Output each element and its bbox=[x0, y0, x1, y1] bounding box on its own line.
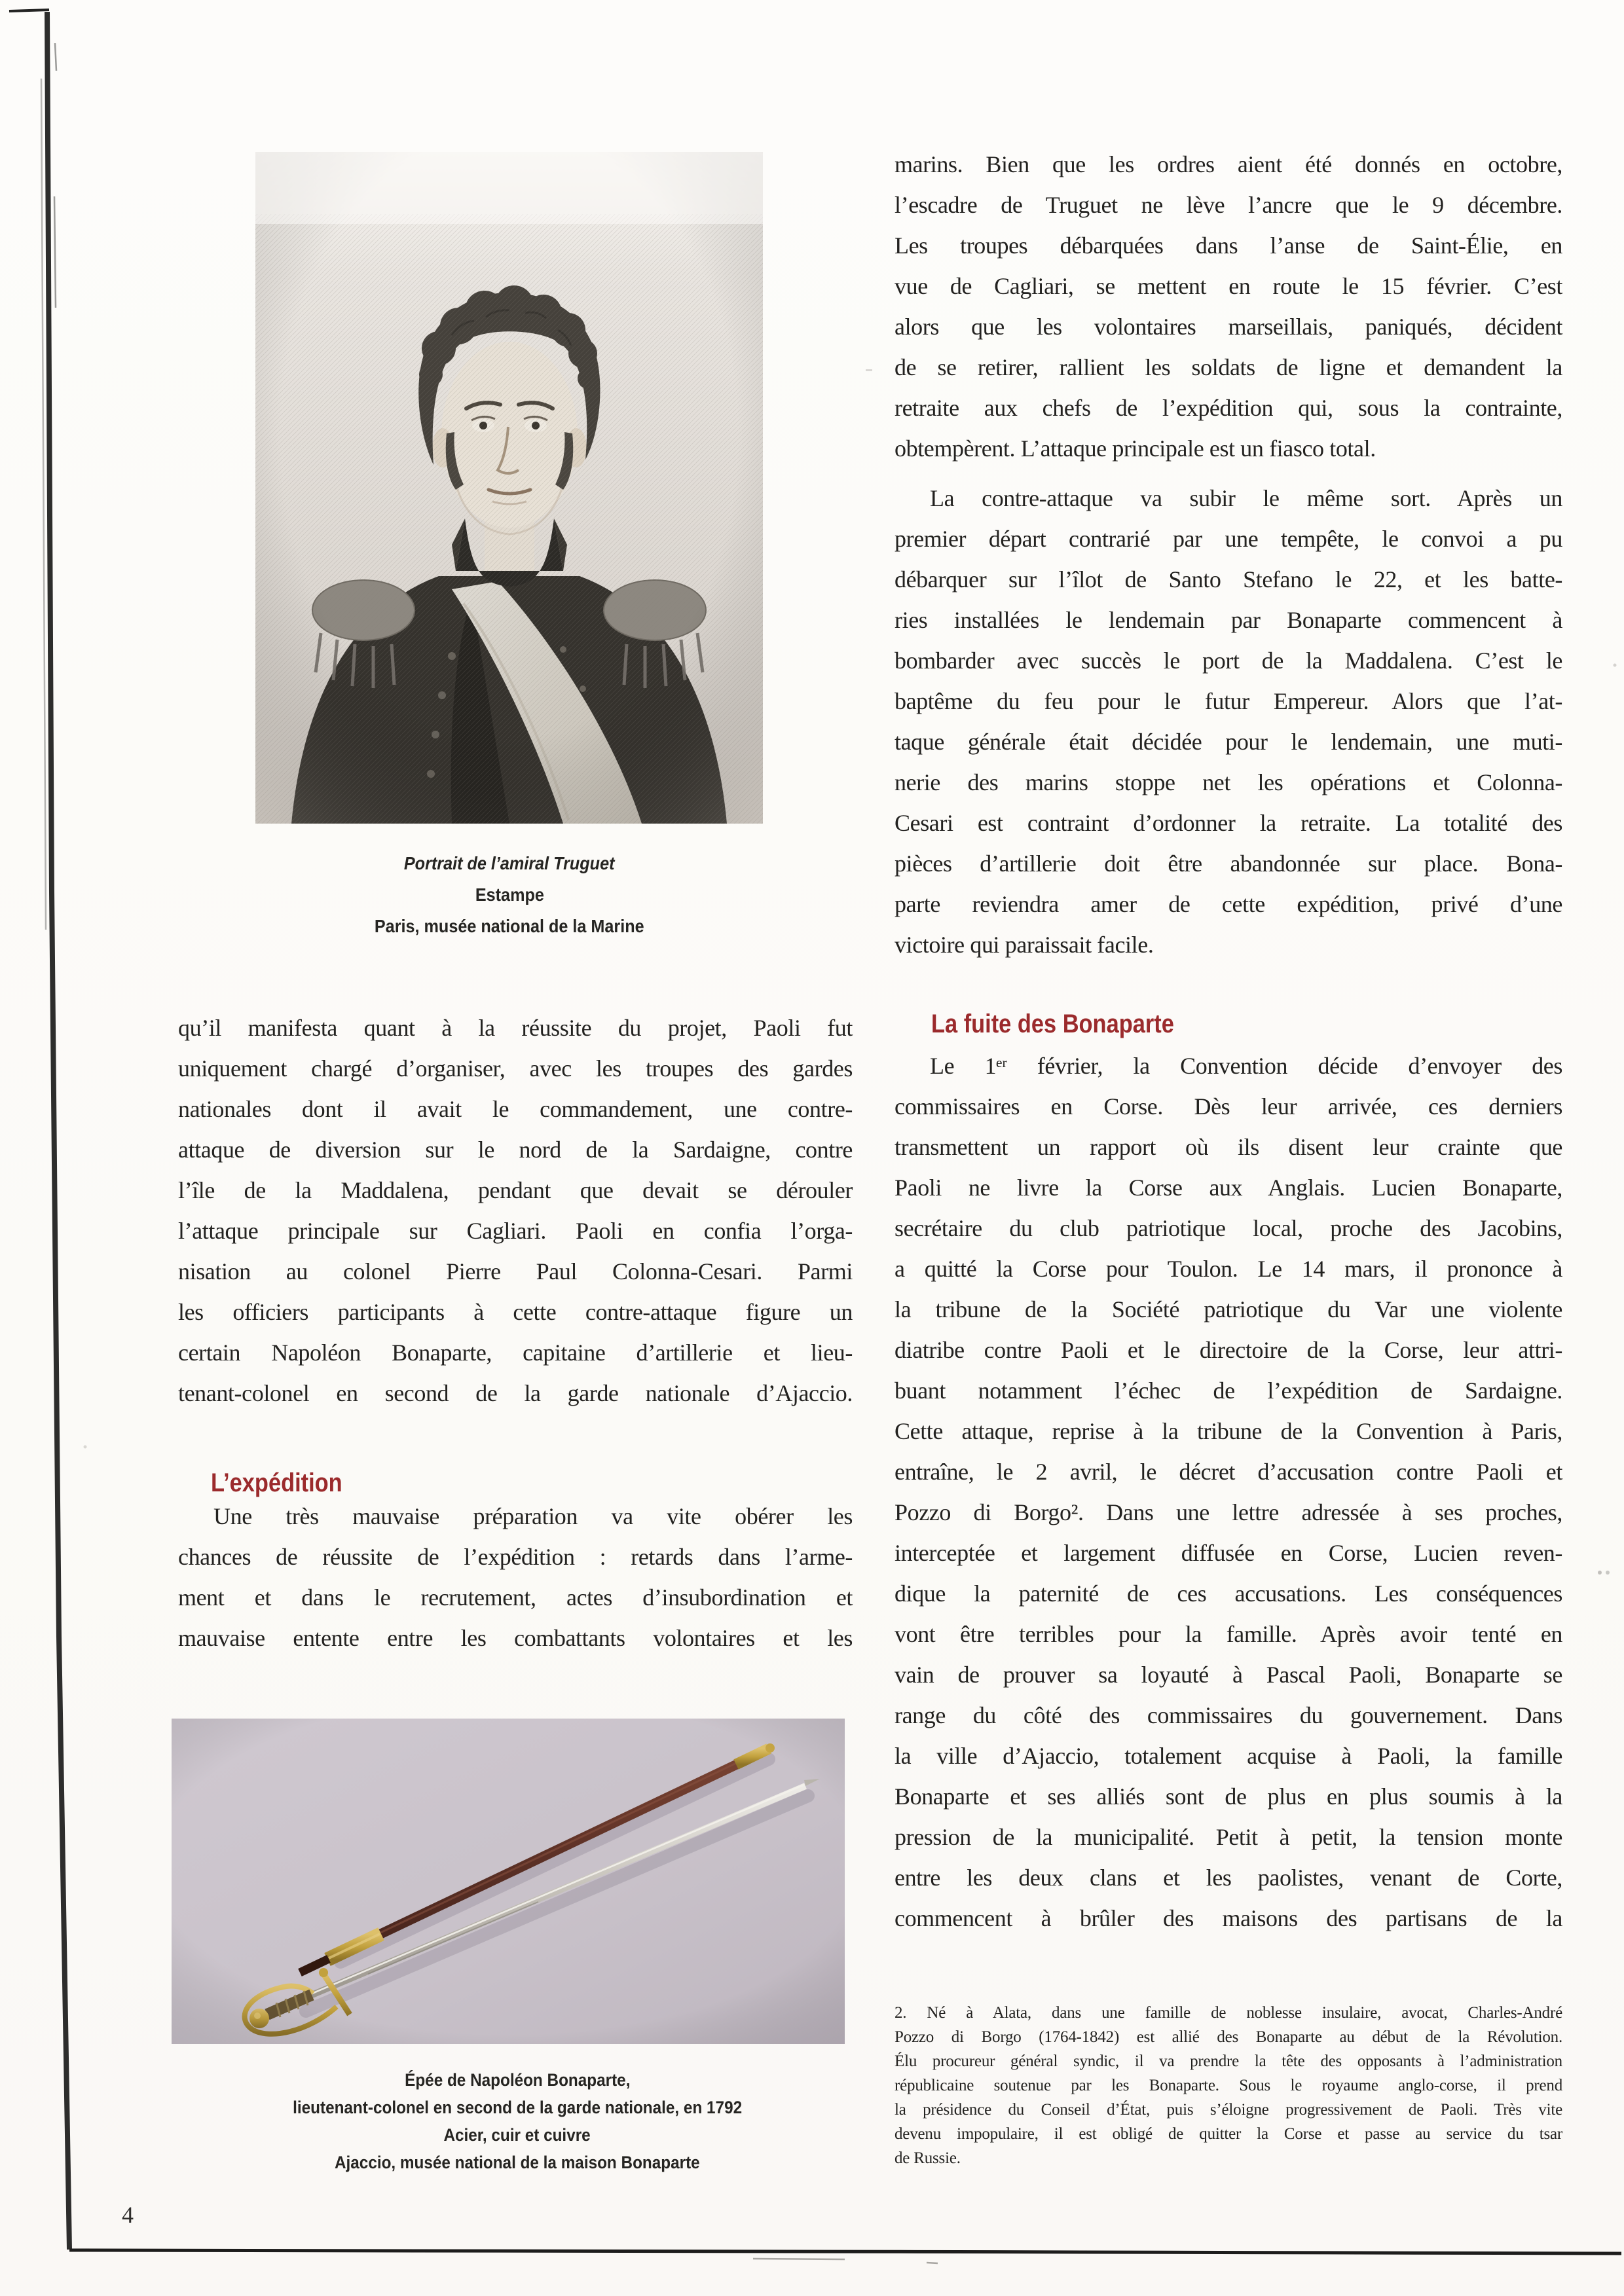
text-line: Pozzo di Borgo². Dans une lettre adressée à ses proches, bbox=[895, 1499, 1562, 1525]
right-column-paragraph-1 bbox=[895, 144, 1562, 469]
text-line: range du côté des commissaires du gouvernement. Dans bbox=[895, 1702, 1562, 1728]
text-line: Paoli ne livre la Corse aux Anglais. Lucien Bonaparte, bbox=[895, 1175, 1562, 1201]
text-line: Cette attaque, reprise à la tribune de la Convention à Paris, bbox=[895, 1418, 1562, 1444]
text-line: parte reviendra amer de cette expédition, privé d’une bbox=[895, 891, 1562, 917]
text-line: ment et dans le recrutement, actes d’insubordination et bbox=[178, 1584, 853, 1611]
sword-figure bbox=[172, 1719, 845, 2044]
sword-caption-subtitle: lieutenant-colonel en second de la garde nationale, en 1792 bbox=[293, 2098, 742, 2117]
text-line: l’attaque principale sur Cagliari. Paoli en confia l’orga- bbox=[178, 1218, 853, 1244]
portrait-image bbox=[255, 152, 763, 824]
text-line: uniquement chargé d’organiser, avec les troupes des gardes bbox=[178, 1055, 853, 1082]
text-line: de Russie. bbox=[895, 2149, 961, 2167]
text-line: Les troupes débarquées dans l’anse de Saint-Élie, en bbox=[895, 232, 1562, 259]
text-line: premier départ contrarié par une tempête, le convoi a pu bbox=[895, 526, 1562, 552]
text-line: pression de la municipalité. Petit à petit, la tension monte bbox=[895, 1824, 1562, 1850]
text-line: chances de réussite de l’expédition : retards dans l’arme- bbox=[178, 1544, 853, 1570]
text-line: tenant-colonel en second de la garde nationale d’Ajaccio. bbox=[178, 1380, 853, 1406]
portrait-caption-medium: Estampe bbox=[475, 884, 544, 905]
left-column-paragraph-2 bbox=[178, 1496, 853, 1658]
text-line: la ville d’Ajaccio, totalement acquise à Paoli, la famille bbox=[895, 1743, 1562, 1769]
portrait-figure bbox=[255, 152, 763, 824]
right-column-paragraph-3 bbox=[895, 1046, 1562, 1939]
text-line: bombarder avec succès le port de la Maddalena. C’est le bbox=[895, 647, 1562, 674]
section-heading-fuite-des-bonaparte: La fuite des Bonaparte bbox=[931, 1010, 1174, 1038]
text-line: entre les deux clans et les paolistes, venant de Corte, bbox=[895, 1865, 1562, 1891]
text-line: baptême du feu pour le futur Empereur. Alors que l’at- bbox=[895, 688, 1562, 714]
sword-image bbox=[172, 1719, 845, 2044]
text-line: les officiers participants à cette contre-attaque figure un bbox=[178, 1299, 853, 1325]
text-line: devenu impopulaire, il est obligé de quitter la Corse et passe au service du tsar bbox=[895, 2125, 1562, 2143]
text-line: transmettent un rapport où ils disent leur crainte que bbox=[895, 1134, 1562, 1160]
right-column-paragraph-2 bbox=[895, 478, 1562, 965]
text-line: Le 1ᵉʳ février, la Convention décide d’envoyer des bbox=[930, 1053, 1562, 1079]
text-line: 2. Né à Alata, dans une famille de noblesse insulaire, avocat, Charles-André bbox=[895, 2004, 1562, 2022]
text-line: victoire qui paraissait facile. bbox=[895, 932, 1154, 958]
text-line: obtempèrent. L’attaque principale est un fiasco total. bbox=[895, 435, 1376, 462]
sword-caption-materials: Acier, cuir et cuivre bbox=[443, 2125, 591, 2145]
text-line: qu’il manifesta quant à la réussite du projet, Paoli fut bbox=[178, 1015, 853, 1041]
text-line: dique la paternité de ces accusations. Les conséquences bbox=[895, 1580, 1562, 1607]
text-line: marins. Bien que les ordres aient été donnés en octobre, bbox=[895, 151, 1562, 177]
text-line: vain de prouver sa loyauté à Pascal Paoli, Bonaparte se bbox=[895, 1662, 1562, 1688]
text-line: débarquer sur l’îlot de Santo Stefano le 22, et les batte- bbox=[895, 566, 1562, 592]
text-line: commissaires en Corse. Dès leur arrivée, ces derniers bbox=[895, 1093, 1562, 1120]
footnote-pozzo-di-borgo bbox=[895, 2001, 1562, 2170]
text-line: Bonaparte et ses alliés sont de plus en plus soumis à la bbox=[895, 1783, 1562, 1810]
left-column-paragraph-1 bbox=[178, 1008, 853, 1413]
text-line: La contre-attaque va subir le même sort. Après un bbox=[930, 485, 1562, 511]
portrait-caption-location: Paris, musée national de la Marine bbox=[375, 916, 644, 936]
text-line: républicaine soutenue par les Bonaparte. Sous le royaume anglo-corse, il prend bbox=[895, 2077, 1562, 2094]
text-line: secrétaire du club patriotique local, proche des Jacobins, bbox=[895, 1215, 1562, 1241]
text-line: Pozzo di Borgo (1764-1842) est allié des Bonaparte au début de la Révolution. bbox=[895, 2028, 1562, 2046]
text-line: nerie des marins stoppe net les opérations et Colonna- bbox=[895, 769, 1562, 795]
text-line: commencent à brûler des maisons des partisans de la bbox=[895, 1905, 1562, 1931]
text-line: interceptée et largement diffusée en Corse, Lucien reven- bbox=[895, 1540, 1562, 1566]
text-line: entraîne, le 2 avril, le décret d’accusation contre Paoli et bbox=[895, 1459, 1562, 1485]
text-line: diatribe contre Paoli et le directoire de la Corse, leur attri- bbox=[895, 1337, 1562, 1363]
text-line: nisation au colonel Pierre Paul Colonna-Cesari. Parmi bbox=[178, 1258, 853, 1285]
sword-caption-location: Ajaccio, musée national de la maison Bonaparte bbox=[335, 2153, 700, 2172]
text-line: attaque de diversion sur le nord de la Sardaigne, contre bbox=[178, 1137, 853, 1163]
sword-caption bbox=[172, 2066, 863, 2176]
section-heading-expedition: L’expédition bbox=[211, 1468, 342, 1497]
portrait-caption bbox=[172, 848, 847, 942]
text-line: de se retirer, rallient les soldats de ligne et demandent la bbox=[895, 354, 1562, 380]
text-line: certain Napoléon Bonaparte, capitaine d’artillerie et lieu- bbox=[178, 1339, 853, 1366]
text-line: Une très mauvaise préparation va vite obérer les bbox=[213, 1503, 853, 1529]
text-line: vont être terribles pour la famille. Après avoir tenté en bbox=[895, 1621, 1562, 1647]
text-line: retraite aux chefs de l’expédition qui, sous la contrainte, bbox=[895, 395, 1562, 421]
sword-caption-title: Épée de Napoléon Bonaparte, bbox=[404, 2070, 631, 2090]
text-line: l’île de la Maddalena, pendant que devait se dérouler bbox=[178, 1177, 853, 1203]
text-line: l’escadre de Truguet ne lève l’ancre que le 9 décembre. bbox=[895, 192, 1562, 218]
text-line: mauvaise entente entre les combattants volontaires et les bbox=[178, 1625, 853, 1651]
text-line: pièces d’artillerie doit être abandonnée sur place. Bona- bbox=[895, 850, 1562, 877]
text-line: la tribune de la Société patriotique du Var une violente bbox=[895, 1296, 1562, 1322]
text-line: a quitté la Corse pour Toulon. Le 14 mars, il prononce à bbox=[895, 1256, 1562, 1282]
portrait-caption-title: Portrait de l’amiral Truguet bbox=[404, 853, 615, 873]
text-line: vue de Cagliari, se mettent en route le 15 février. C’est bbox=[895, 273, 1562, 299]
text-line: la présidence du Conseil d’État, puis s’éloigne progressivement de Paoli. Très vite bbox=[895, 2101, 1562, 2119]
text-line: Cesari est contraint d’ordonner la retraite. La totalité des bbox=[895, 810, 1562, 836]
text-line: alors que les volontaires marseillais, paniqués, décident bbox=[895, 314, 1562, 340]
text-line: nationales dont il avait le commandement, une contre- bbox=[178, 1096, 853, 1122]
text-line: Élu procureur général syndic, il va prendre la tête des opposants à l’administration bbox=[895, 2052, 1562, 2070]
text-line: ries installées le lendemain par Bonaparte commencent à bbox=[895, 607, 1562, 633]
text-line: taque générale était décidée pour le lendemain, une muti- bbox=[895, 729, 1562, 755]
page-number: 4 bbox=[122, 2202, 134, 2228]
text-line: buant notamment l’échec de l’expédition de Sardaigne. bbox=[895, 1377, 1562, 1404]
